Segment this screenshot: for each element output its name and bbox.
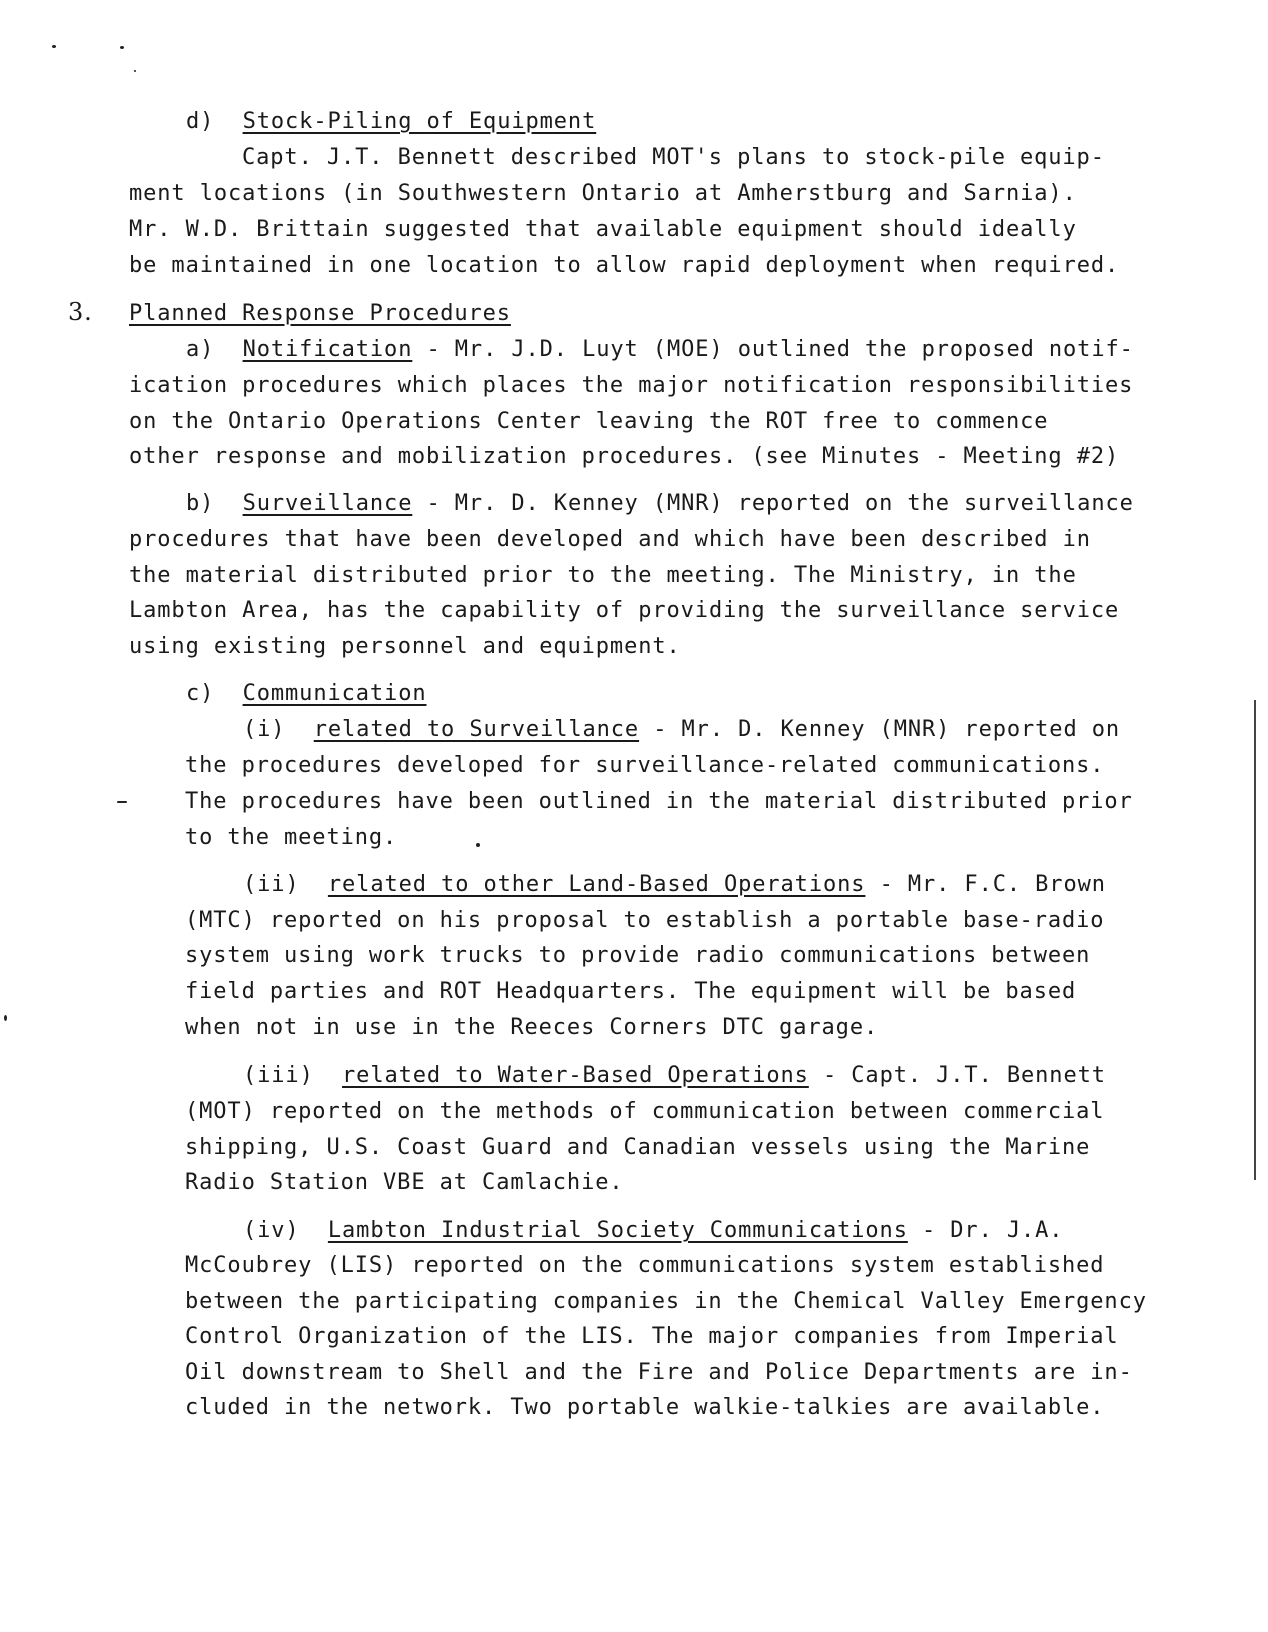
section-3c-heading: Communication	[242, 681, 427, 706]
scan-speck	[134, 70, 136, 72]
section-d-heading-line	[186, 108, 596, 136]
section-3b-line: the material distributed prior to the meeting. The Ministry, in the	[129, 563, 1077, 588]
scan-edge-mark	[1254, 700, 1256, 1180]
section-3b-line: Lambton Area, has the capability of providing the surveillance service	[129, 598, 1120, 623]
scan-speck	[117, 801, 127, 803]
section-3-heading: Planned Response Procedures	[129, 301, 511, 326]
section-3c-ii-label: (ii)	[243, 872, 300, 897]
scan-speck	[4, 1015, 7, 1021]
section-3c-iii-first-line-text: - Capt. J.T. Bennett	[822, 1063, 1106, 1088]
section-3c-ii-line: field parties and ROT Headquarters. The equipment will be based	[185, 979, 1077, 1004]
section-3c-iii-heading: related to Water-Based Operations	[342, 1063, 809, 1088]
section-3c-i-line: the procedures developed for surveillance-related communications.	[185, 753, 1105, 778]
section-3c-iii-label: (iii)	[243, 1063, 314, 1088]
section-3c-iv-first-line-text: - Dr. J.A.	[922, 1218, 1064, 1243]
section-3c-i-first-line-text: - Mr. D. Kenney (MNR) reported on	[653, 717, 1121, 742]
section-3c-iii-line: shipping, U.S. Coast Guard and Canadian vessels using the Marine	[185, 1135, 1091, 1160]
section-3c-i-label: (i)	[243, 717, 286, 742]
section-d-label: d)	[186, 109, 215, 134]
section-3c-iii-line: Radio Station VBE at Camlachie.	[185, 1170, 624, 1195]
section-3b-first-line-text: - Mr. D. Kenney (MNR) reported on the surveillance	[426, 491, 1134, 516]
section-3a-line: on the Ontario Operations Center leaving the ROT free to commence	[129, 409, 1049, 434]
section-3c-iv-first-line	[243, 1217, 1063, 1245]
section-3c-label: c)	[186, 681, 215, 706]
section-3a-heading: Notification	[242, 337, 413, 362]
section-3b-first-line	[186, 490, 1134, 518]
section-3b-line: using existing personnel and equipment.	[129, 634, 681, 659]
section-3c-heading-line	[186, 680, 426, 708]
section-3c-ii-first-line-text: - Mr. F.C. Brown	[879, 872, 1106, 897]
section-3c-iv-heading: Lambton Industrial Society Communications	[327, 1218, 908, 1243]
section-3c-i-line: The procedures have been outlined in the material distributed prior	[185, 789, 1133, 814]
section-3c-iv-line: Control Organization of the LIS. The major companies from Imperial	[185, 1324, 1119, 1349]
section-3a-label: a)	[186, 337, 215, 362]
section-3c-iv-label: (iv)	[243, 1218, 300, 1243]
section-d-line: be maintained in one location to allow rapid deployment when required.	[129, 253, 1120, 278]
section-3c-ii-first-line	[243, 871, 1106, 899]
section-3a-line: ication procedures which places the major notification responsibilities	[129, 373, 1134, 398]
section-3c-iii-first-line	[243, 1062, 1106, 1090]
section-3c-iv-line: Oil downstream to Shell and the Fire and Police Departments are in-	[185, 1360, 1133, 1385]
section-3c-i-line: to the meeting.	[185, 825, 398, 850]
section-d-heading: Stock-Piling of Equipment	[242, 109, 597, 134]
section-3b-label: b)	[186, 491, 215, 516]
section-3c-i-heading: related to Surveillance	[313, 717, 640, 742]
section-3c-iv-line: cluded in the network. Two portable walkie-talkies are available.	[185, 1395, 1105, 1420]
section-3c-iv-line: McCoubrey (LIS) reported on the communications system established	[185, 1253, 1105, 1278]
section-3b-heading: Surveillance	[242, 491, 413, 516]
section-3a-first-line-text: - Mr. J.D. Luyt (MOE) outlined the proposed notif-	[426, 337, 1134, 362]
section-3b-line: procedures that have been developed and which have been described in	[129, 527, 1091, 552]
section-d-line: Mr. W.D. Brittain suggested that available equipment should ideally	[129, 217, 1077, 242]
section-3c-ii-line: (MTC) reported on his proposal to establish a portable base-radio	[185, 908, 1105, 933]
section-3c-iv-line: between the participating companies in the Chemical Valley Emergency	[185, 1289, 1147, 1314]
section-3-number: 3.	[68, 298, 93, 326]
section-3c-ii-heading: related to other Land-Based Operations	[327, 872, 866, 897]
section-d-line: Capt. J.T. Bennett described MOT's plans to stock-pile equip-	[242, 145, 1105, 170]
section-d-line: ment locations (in Southwestern Ontario at Amherstburg and Sarnia).	[129, 181, 1077, 206]
scan-speck	[476, 843, 480, 847]
section-3c-ii-line: when not in use in the Reeces Corners DTC garage.	[185, 1015, 879, 1040]
section-3a-line: other response and mobilization procedures. (see Minutes - Meeting #2)	[129, 444, 1120, 469]
section-3c-iii-line: (MOT) reported on the methods of communication between commercial	[185, 1099, 1105, 1124]
section-3c-ii-line: system using work trucks to provide radio communications between	[185, 943, 1091, 968]
scan-speck	[52, 45, 56, 48]
section-3c-i-first-line	[243, 716, 1120, 744]
section-3a-first-line	[186, 336, 1134, 364]
scan-speck	[120, 46, 124, 49]
